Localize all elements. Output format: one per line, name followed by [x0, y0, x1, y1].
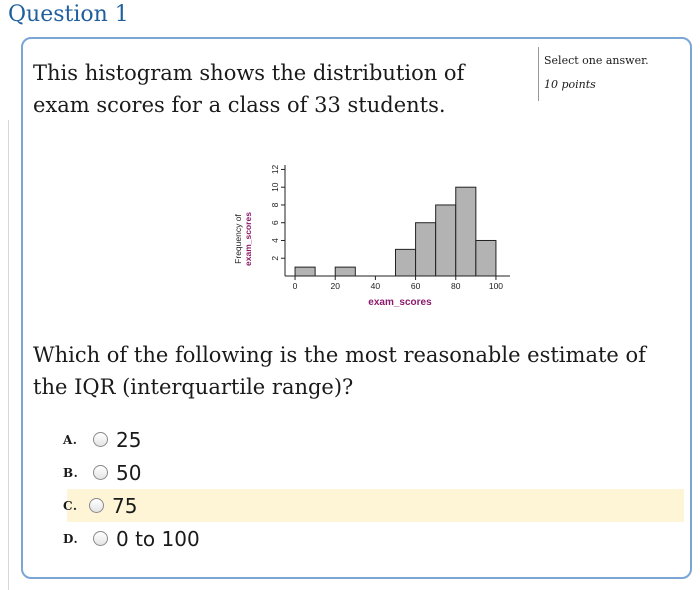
y-axis-title — [233, 212, 253, 266]
left-divider — [8, 120, 9, 590]
histogram-bar — [335, 267, 355, 276]
question-meta — [538, 47, 649, 101]
answer-text: 75 — [112, 493, 138, 518]
answer-option-c[interactable] — [63, 489, 684, 522]
histogram-chart — [228, 161, 504, 311]
x-tick-label: 40 — [370, 281, 381, 291]
histogram-bar — [416, 223, 436, 276]
y-tick-label: 4 — [270, 238, 280, 243]
points-label: 10 points — [544, 78, 596, 91]
answer-letter: A. — [63, 432, 78, 447]
y-tick-label: 6 — [270, 220, 280, 226]
question-ask: Which of the following is the most reasonable estimate of the IQR (interquartile range)? — [33, 343, 646, 399]
x-tick-label: 20 — [330, 281, 340, 291]
histogram-bar — [295, 267, 315, 276]
radio-button[interactable] — [93, 432, 108, 447]
question-card — [21, 37, 692, 579]
x-axis-title: exam_scores — [368, 297, 432, 308]
radio-button[interactable] — [89, 498, 104, 513]
y-axis-title-line2: exam_scores — [243, 212, 253, 266]
answer-option-b[interactable] — [23, 456, 694, 489]
answer-option-a[interactable] — [23, 423, 694, 456]
answer-text: 0 to 100 — [116, 526, 200, 551]
radio-button[interactable] — [93, 465, 108, 480]
histogram-bar — [395, 249, 415, 276]
y-axis-title-line1: Frequency of — [233, 214, 243, 264]
question-prompt: This histogram shows the distribution of exam scores for a class of 33 students. — [33, 61, 465, 117]
x-tick-label: 0 — [292, 281, 298, 291]
histogram-bar — [476, 240, 496, 276]
histogram-bar — [456, 187, 476, 276]
x-tick-label: 80 — [451, 281, 461, 291]
answer-option-d[interactable] — [23, 522, 694, 555]
answer-letter: B. — [63, 465, 79, 480]
y-tick-label: 12 — [270, 164, 280, 175]
x-tick-label: 100 — [488, 281, 504, 291]
y-tick-label: 10 — [270, 182, 280, 192]
answer-letter: C. — [63, 498, 78, 513]
answer-text: 25 — [116, 427, 142, 452]
answer-list — [23, 423, 694, 555]
answer-letter: D. — [63, 531, 79, 546]
question-title: Question 1 — [8, 2, 129, 27]
x-tick-label: 60 — [410, 281, 421, 291]
y-tick-label: 2 — [270, 255, 280, 261]
radio-button[interactable] — [93, 531, 108, 546]
y-tick-label: 8 — [270, 202, 280, 208]
histogram-bar — [436, 205, 456, 276]
select-hint: Select one answer. — [544, 54, 649, 67]
answer-text: 50 — [116, 460, 142, 485]
